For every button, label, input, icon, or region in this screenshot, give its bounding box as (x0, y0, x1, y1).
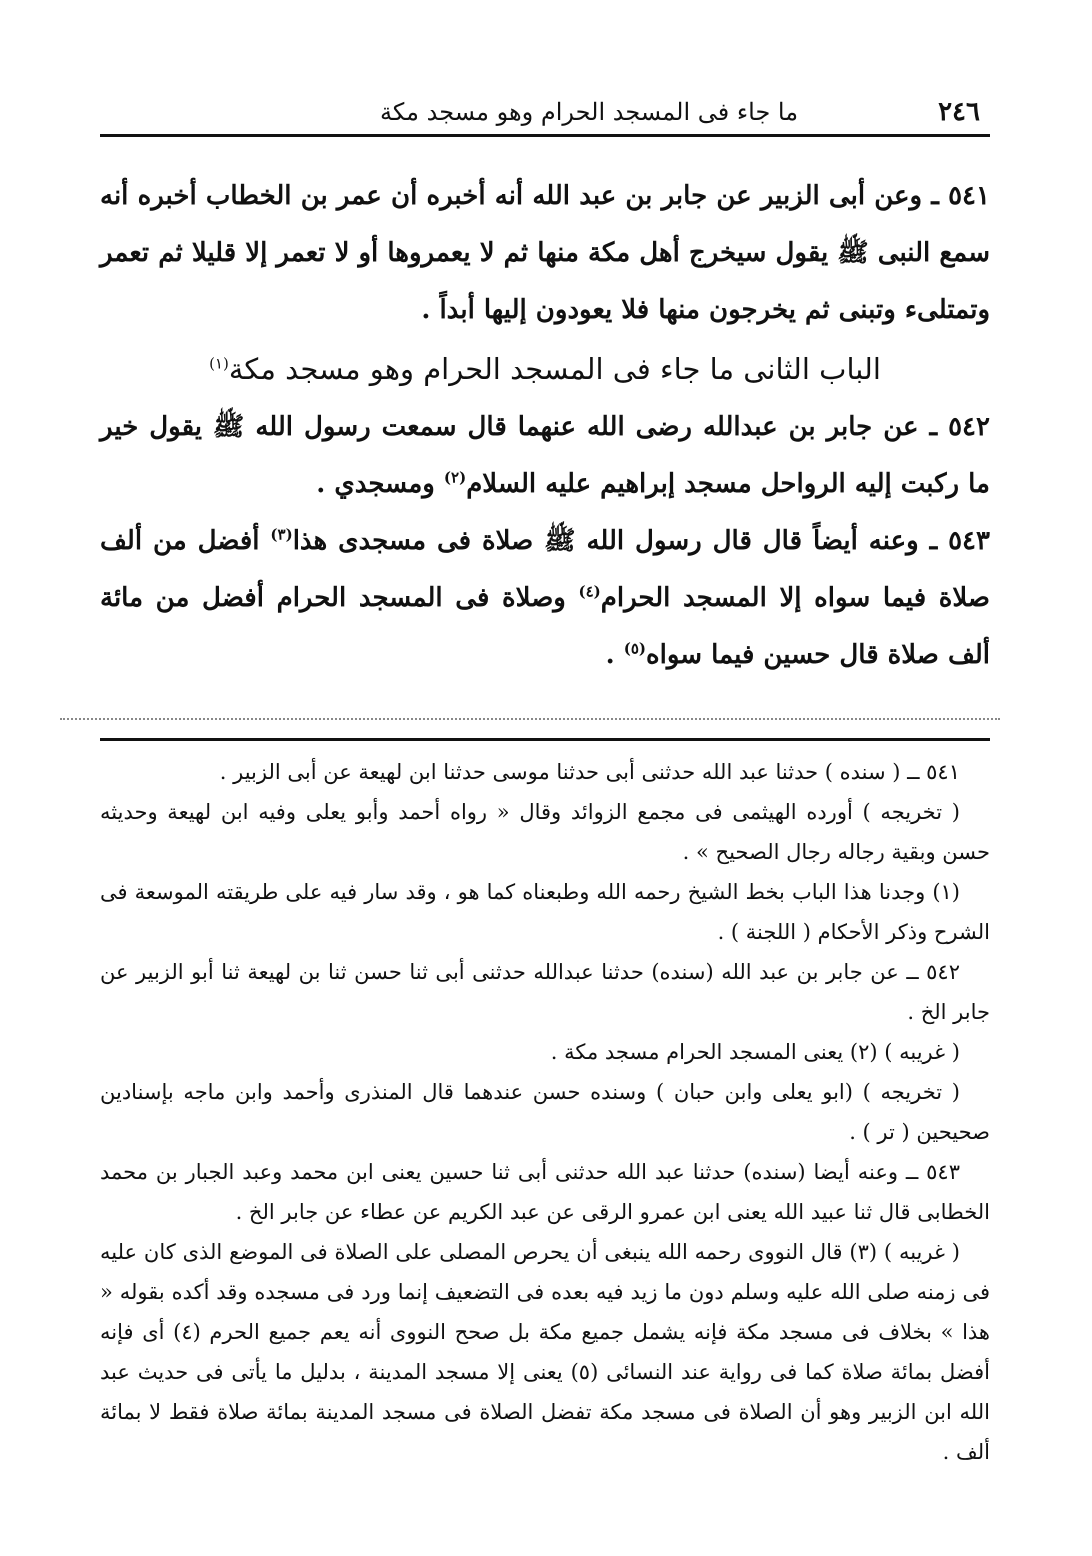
footnote: ٥٤١ ــ ( سنده ) حدثنا عبد الله حدثنى أبى حدثنا موسى حدثنا ابن لهيعة عن أبى الزبير . (219, 760, 960, 784)
dotted-divider (60, 718, 1000, 720)
page-number: ٢٤٦ (938, 97, 980, 127)
chapter-title-text: الباب الثانى ما جاء فى المسجد الحرام وهو مسجد مكة (228, 352, 881, 386)
header-rule (100, 134, 990, 137)
footnote-rule (100, 738, 990, 741)
footnote: ( غريبه ) (٢) يعنى المسجد الحرام مسجد مكة . (550, 1040, 960, 1064)
hadith-number: ٥٤٣ ـ (929, 526, 990, 556)
running-header (100, 92, 990, 132)
hadith-text: وصلاة فى المسجد الحرام أفضل من مائة ألف صلاة قال حسين فيما سواه (100, 583, 990, 670)
hadith-543 (100, 513, 990, 684)
hadith-number: ٥٤٢ ـ (929, 412, 990, 442)
note-marker: (٢) (443, 468, 467, 487)
hadith-text: ومسجدي . (316, 469, 444, 499)
hadith-text: أفضل من ألف صلاة فيما سواه إلا المسجد الحرام (100, 526, 990, 613)
note-marker: (٥) (623, 639, 647, 658)
hadith-542 (100, 399, 990, 513)
footnote: ( غريبه ) (٣) قال النووى رحمه الله ينبغى أن يحرص المصلى على الصلاة فى الموضع الذى كان عليه فى زمنه صلى الله عليه وسلم دون ما زيد فيه بعده فى التضعيف إنما ورد فى مسجده وقد أكده بقوله « هذا » بخلاف فى مسجد مكة فإنه يشمل جميع مكة بل صحح النووى أنه يعم جميع الحرم (٤) أى فإنه أفضل بمائة صلاة كما فى رواية عند النسائى (٥) يعنى إلا مسجد المدينة ، بدليل ما يأتى فى حديث عبد الله ابن الزبير وهو أن الصلاة فى مسجد مكة تفضل الصلاة فى مسجد المدينة بمائة صلاة فقط لا بمائة ألف . (100, 1240, 991, 1464)
running-title: ما جاء فى المسجد الحرام وهو مسجد مكة (380, 98, 799, 126)
footnote: ٥٤٢ ــ عن جابر بن عبد الله (سنده) حدثنا عبدالله حدثنى أبى ثنا حسن ثنا بن لهيعة ثنا أبو الزبير عن جابر الخ . (100, 960, 990, 1024)
footnote: ٥٤٣ ــ وعنه أيضا (سنده) حدثنا عبد الله حدثنى أبى ثنا حسين يعنى ابن محمد وعبد الجبار بن محمد الخطابى قال ثنا عبيد الله يعنى ابن عمرو الرقى عن عبد الكريم عن عطاء عن جابر الخ . (100, 1160, 990, 1224)
note-marker: (٣) (270, 525, 293, 544)
footnote: (١) وجدنا هذا الباب بخط الشيخ رحمه الله وطبعناه كما هو ، وقد سار فيه على طريقته الموسعة فى الشرح وذكر الأحكام ( اللجنة ) . (100, 880, 990, 944)
main-text (100, 168, 990, 684)
hadith-text: . (605, 640, 624, 670)
footnote: ( تخريجه ) أورده الهيثمى فى مجمع الزوائد وقال « رواه أحمد وأبو يعلى وفيه ابن لهيعة وحديثه حسن وبقية رجاله رجال الصحيح » . (100, 800, 990, 864)
hadith-number: ٥٤١ ـ (931, 181, 990, 211)
note-marker: (٤) (578, 582, 601, 601)
footnote: ( تخريجه ) (ابو يعلى وابن حبان ) وسنده حسن عندهما قال المنذرى وأحمد وابن ماجه بإسنادين صحيحين ( تر ) . (100, 1080, 990, 1144)
hadith-text: وعنه أيضاً قال قال رسول الله ﷺ صلاة فى مسجدى هذا (292, 526, 919, 556)
hadith-541 (100, 168, 990, 339)
note-marker: (١) (209, 354, 229, 373)
hadith-text: وعن أبى الزبير عن جابر بن عبد الله أنه أخبره أن عمر بن الخطاب أخبره أنه سمع النبى ﷺ يقول سيخرج أهل مكة منها ثم لا يعمروها أو لا تعمر إلا قليلا ثم تعمر وتمتلىء وتبنى ثم يخرجون منها فلا يعودون إليها أبداً . (100, 181, 990, 325)
footnotes (100, 752, 990, 1472)
chapter-title (100, 339, 990, 399)
hadith-text: عن جابر بن عبدالله رضى الله عنهما قال سمعت رسول الله ﷺ يقول خير ما ركبت إليه الرواحل مسجد إبراهيم عليه السلام (100, 412, 990, 499)
